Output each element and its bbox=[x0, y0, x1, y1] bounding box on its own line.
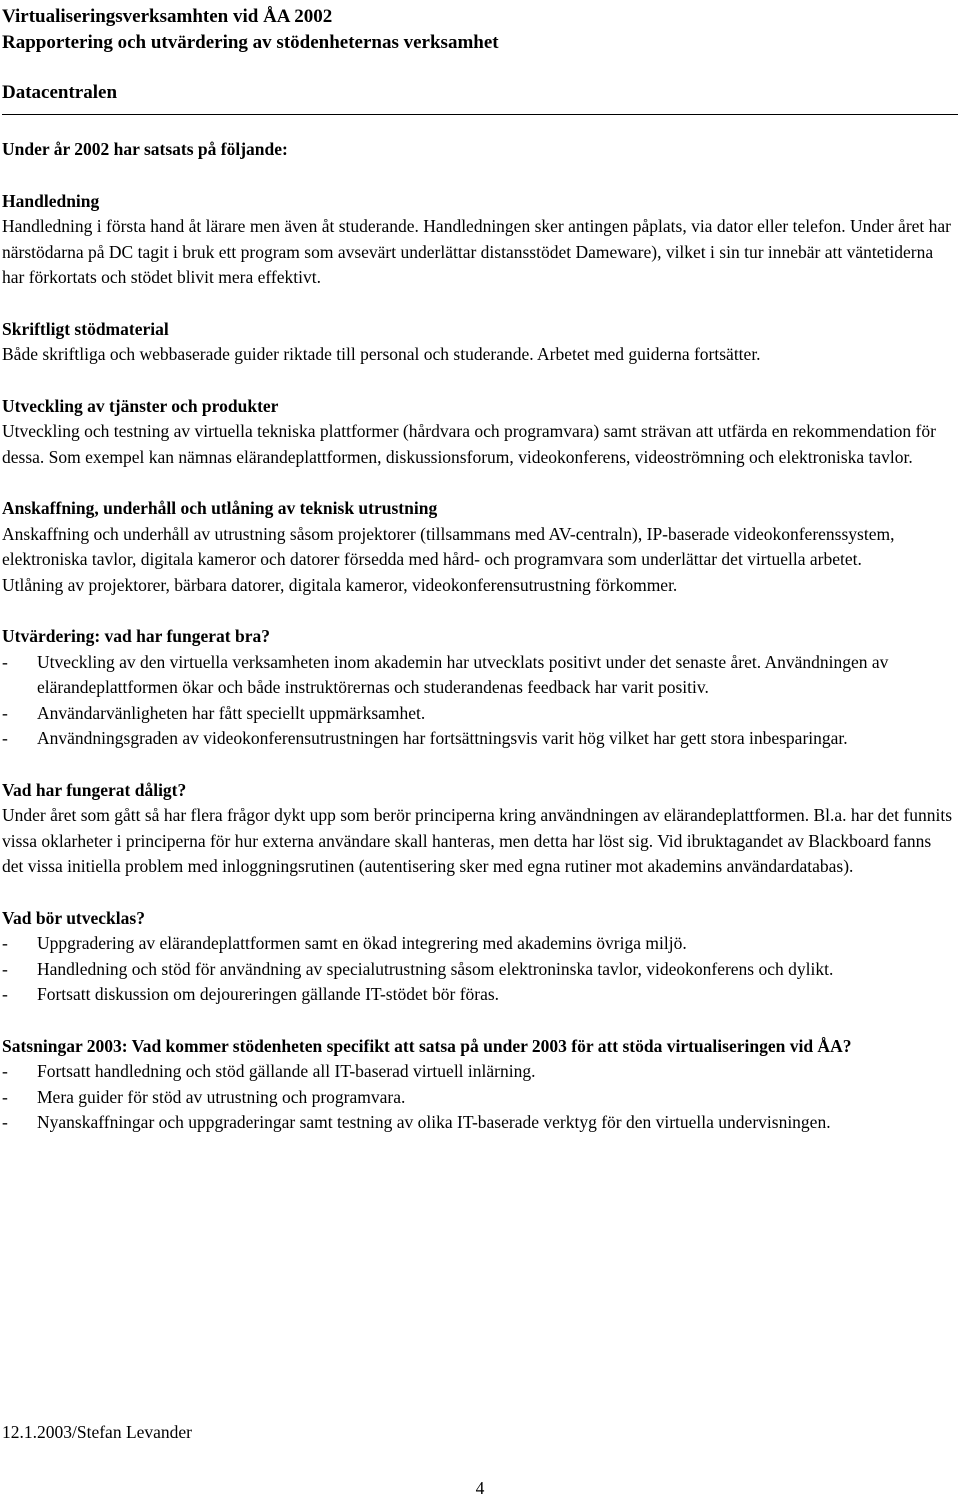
list-dash: - bbox=[2, 728, 8, 748]
document-content bbox=[2, 4, 954, 1136]
signature: 12.1.2003/Stefan Levander bbox=[2, 1422, 193, 1442]
section-anskaffning-heading: Anskaffning, underhåll och utlåning av teknisk utrustning bbox=[2, 498, 438, 518]
section-satsningar-list bbox=[2, 1059, 954, 1136]
section-utvecklas-heading: Vad bör utvecklas? bbox=[2, 907, 145, 928]
list-item bbox=[2, 931, 954, 957]
section-utvecklas-list bbox=[2, 931, 954, 1008]
list-dash: - bbox=[2, 1112, 8, 1132]
section-daligt-heading: Vad har fungerat dåligt? bbox=[2, 779, 187, 800]
list-item-text: Uppgradering av elärandeplattformen samt en ökad integrering med akademins övriga miljö. bbox=[37, 933, 687, 953]
list-item bbox=[2, 1085, 954, 1111]
section-skriftligt-body: Både skriftliga och webbaserade guider riktade till personal och studerande. Arbetet med guiderna fortsätter. bbox=[2, 344, 761, 364]
list-item-text: Nyanskaffningar och uppgraderingar samt testning av olika IT-baserade verktyg för den virtuella undervisningen. bbox=[37, 1112, 831, 1132]
list-dash: - bbox=[2, 933, 8, 953]
list-item-text: Användarvänligheten har fått speciellt uppmärksamhet. bbox=[37, 702, 426, 723]
list-item-text: Mera guider för stöd av utrustning och programvara. bbox=[37, 1086, 406, 1107]
intro-heading: Under år 2002 har satsats på följande: bbox=[2, 139, 288, 159]
section-anskaffning-body-1: Anskaffning och underhåll av utrustning såsom projektorer (tillsammans med AV-centraln), IP-baserade videokonferenssystem, elektroniska tavlor, digitala kameror och datorer försedda med hård- och programvara som underlättar det virtuella arbetet. bbox=[2, 523, 895, 569]
list-dash: - bbox=[2, 1086, 8, 1107]
list-item-text: Handledning och stöd för användning av specialutrustning såsom elektroninska tavlor, videokonferens och dylikt. bbox=[37, 958, 834, 979]
header-divider bbox=[2, 114, 958, 115]
section-skriftligt-heading: Skriftligt stödmaterial bbox=[2, 318, 169, 339]
list-item bbox=[2, 982, 954, 1008]
section-satsningar-heading: Satsningar 2003: Vad kommer stödenheten specifikt att satsa på under 2003 för att stöda virtualiseringen vid ÅA? bbox=[2, 1035, 852, 1056]
list-item-text: Fortsatt diskussion om dejoureringen gällande IT-stödet bör föras. bbox=[37, 984, 500, 1004]
list-dash: - bbox=[2, 984, 8, 1004]
list-dash: - bbox=[2, 1061, 8, 1081]
list-item bbox=[2, 650, 954, 701]
section-handledning-heading: Handledning bbox=[2, 190, 100, 211]
section-bra-list bbox=[2, 650, 954, 752]
document-title-line-1: Virtualiseringsverksamhten vid ÅA 2002 bbox=[2, 6, 333, 27]
section-daligt-body: Under året som gått så har flera frågor dykt upp som berör principerna kring användningen av elärandeplattformen. Bl.a. har det funnits vissa oklarheter i principerna för hur externa användare skall hanteras, men detta har löst sig. Vid ibruktagandet av Blackboard fanns det vissa initiella problem med inloggningsrutinen (autentisering sker med egna rutiner mot akademins användardatabas). bbox=[2, 805, 953, 876]
list-item-text: Fortsatt handledning och stöd gällande all IT-baserad virtuell inlärning. bbox=[37, 1061, 536, 1081]
list-item bbox=[2, 726, 954, 752]
document-title-line-2: Rapportering och utvärdering av stödenheternas verksamhet bbox=[2, 32, 499, 53]
list-item-text: Utveckling av den virtuella verksamheten inom akademin har utvecklats positivt under det senaste året. Användningen av elärandeplattformen ökar och både instruktörernas och studerandenas feedback har varit positiv. bbox=[37, 651, 889, 697]
list-item bbox=[2, 957, 954, 983]
section-utveckling-body: Utveckling och testning av virtuella tekniska plattformer (hårdvara och programvara) samt strävan att utfärda en rekommendation för dessa. Som exempel kan nämnas elärandeplattformen, diskussionsforum, videokonferens, videoströmning och elektroniska tavlor. bbox=[2, 421, 936, 467]
section-bra-heading: Utvärdering: vad har fungerat bra? bbox=[2, 626, 270, 646]
page-number: 4 bbox=[475, 1478, 485, 1498]
section-anskaffning-body-2: Utlåning av projektorer, bärbara datorer, digitala kameror, videokonferensutrustning förkommer. bbox=[2, 574, 678, 595]
unit-name: Datacentralen bbox=[2, 82, 118, 103]
list-dash: - bbox=[2, 702, 8, 723]
list-item bbox=[2, 1059, 954, 1085]
section-handledning-body: Handledning i första hand åt lärare men även åt studerande. Handledningen sker antingen påplats, via dator eller telefon. Under året har närstödarna på DC tagit i bruk ett program som avsevärt underlättar distansstödet Dameware), vilket i sin tur innebär att väntetiderna har förkortats och stödet blivit mera effektivt. bbox=[2, 216, 951, 287]
section-utveckling-heading: Utveckling av tjänster och produkter bbox=[2, 395, 279, 416]
list-item bbox=[2, 1110, 954, 1136]
list-item bbox=[2, 701, 954, 727]
list-item-text: Användningsgraden av videokonferensutrustningen har fortsättningsvis varit hög vilket har gett stora inbesparingar. bbox=[37, 728, 848, 748]
list-dash: - bbox=[2, 958, 8, 979]
list-dash: - bbox=[2, 651, 8, 672]
